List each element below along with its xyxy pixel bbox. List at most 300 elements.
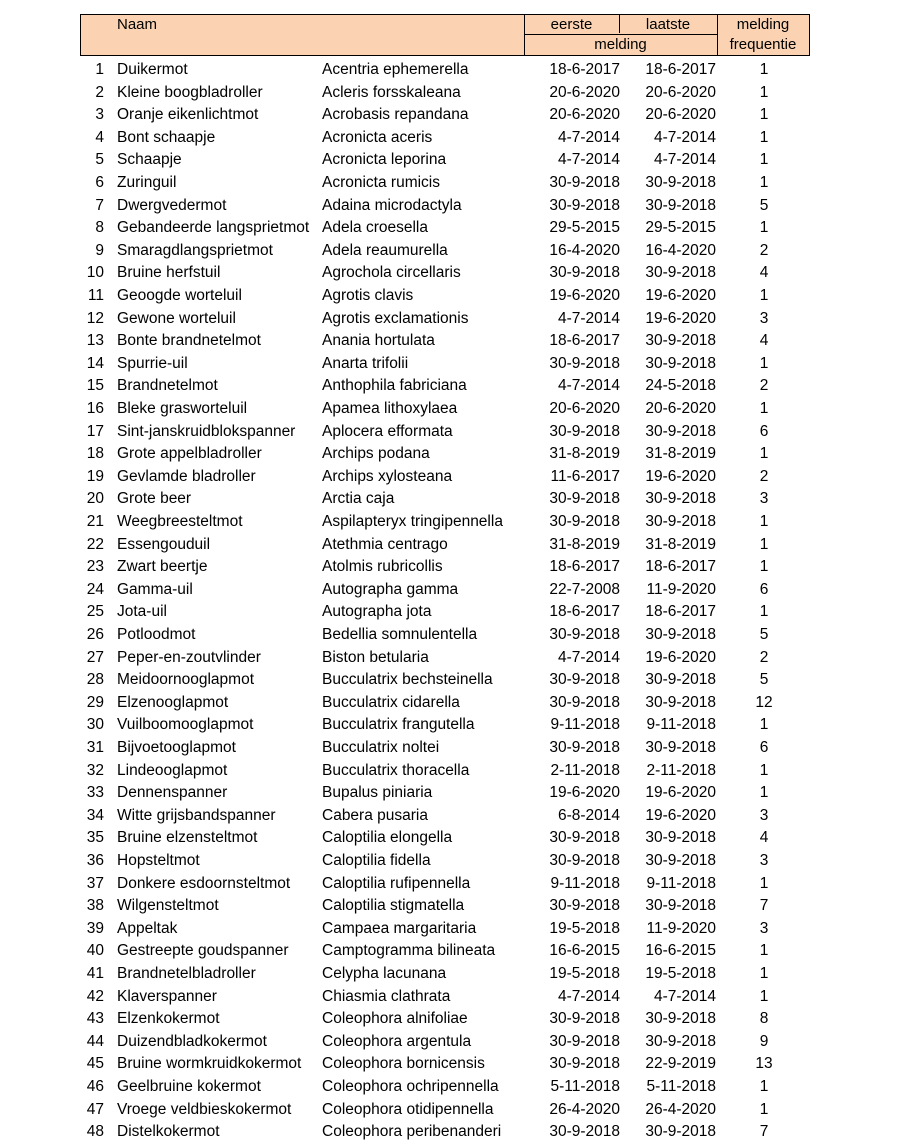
dutch-name: Bleke grasworteluil xyxy=(117,400,248,417)
last-sighting-date: 31-8-2019 xyxy=(645,445,716,463)
dutch-name: Smaragdlangsprietmot xyxy=(117,241,273,259)
row-number: 6 xyxy=(95,174,104,191)
dutch-name: Bont schaapje xyxy=(117,128,216,146)
dutch-name: Witte grijsbandspanner xyxy=(117,806,276,824)
sighting-frequency: 1 xyxy=(759,603,769,621)
last-sighting-date: 30-9-2018 xyxy=(645,422,716,440)
table-row xyxy=(0,624,910,647)
scientific-name: Chiasmia clathrata xyxy=(322,987,451,1005)
table-row xyxy=(0,375,910,398)
last-sighting-date: 30-9-2018 xyxy=(645,174,716,191)
sighting-frequency: 2 xyxy=(759,241,769,259)
dutch-name: Duikermot xyxy=(117,61,188,78)
dutch-name: Brandnetelbladroller xyxy=(117,965,256,982)
sighting-frequency: 1 xyxy=(759,400,769,417)
sighting-frequency: 1 xyxy=(759,1078,769,1095)
scientific-name: Aspilapteryx tringipennella xyxy=(322,513,503,530)
last-sighting-date: 5-11-2018 xyxy=(646,1078,716,1095)
row-number: 2 xyxy=(95,83,104,101)
sighting-frequency: 5 xyxy=(759,626,769,643)
table-row xyxy=(0,692,910,715)
dutch-name: Bruine wormkruidkokermot xyxy=(117,1055,302,1073)
first-sighting-date: 18-6-2017 xyxy=(549,332,620,350)
last-sighting-date: 31-8-2019 xyxy=(645,535,716,553)
sighting-frequency: 2 xyxy=(759,648,769,666)
dutch-name: Wilgensteltmot xyxy=(117,897,219,915)
dutch-name: Kleine boogbladroller xyxy=(117,83,263,101)
last-sighting-date: 16-4-2020 xyxy=(645,241,716,259)
row-number: 29 xyxy=(86,693,104,711)
first-sighting-date: 30-9-2018 xyxy=(549,897,620,915)
sighting-frequency: 1 xyxy=(759,151,769,169)
dutch-name: Geelbruine kokermot xyxy=(117,1078,261,1095)
first-sighting-date: 4-7-2014 xyxy=(557,648,620,666)
dutch-name: Elzenkokermot xyxy=(117,1010,220,1028)
scientific-name: Archips xylosteana xyxy=(322,467,453,485)
first-sighting-date: 30-9-2018 xyxy=(549,1123,620,1141)
dutch-name: Brandnetelmot xyxy=(117,377,218,395)
scientific-name: Aplocera efformata xyxy=(322,422,453,440)
row-number: 27 xyxy=(86,648,104,666)
sighting-frequency: 1 xyxy=(759,784,769,802)
row-number: 34 xyxy=(86,806,104,824)
first-sighting-date: 9-11-2018 xyxy=(550,874,620,892)
first-sighting-date: 30-9-2018 xyxy=(549,174,620,191)
sighting-frequency: 1 xyxy=(759,61,769,78)
dutch-name: Meidoornooglapmot xyxy=(117,671,255,689)
table-row xyxy=(0,330,910,353)
first-sighting-date: 30-9-2018 xyxy=(549,693,620,711)
dutch-name: Essengouduil xyxy=(117,535,211,553)
scientific-name: Acronicta aceris xyxy=(322,128,433,146)
last-sighting-date: 11-9-2020 xyxy=(646,919,716,937)
last-sighting-date: 2-11-2018 xyxy=(646,761,716,779)
last-sighting-date: 30-9-2018 xyxy=(645,897,716,915)
table-row xyxy=(0,850,910,873)
dutch-name: Gestreepte goudspanner xyxy=(117,942,289,960)
row-number: 39 xyxy=(86,919,104,937)
dutch-name: Vroege veldbieskokermot xyxy=(117,1100,292,1118)
row-number: 46 xyxy=(86,1078,104,1095)
row-number: 32 xyxy=(86,761,104,779)
first-sighting-date: 4-7-2014 xyxy=(557,151,620,169)
first-sighting-date: 20-6-2020 xyxy=(549,83,620,101)
last-sighting-date: 9-11-2018 xyxy=(646,716,716,734)
table-row xyxy=(0,353,910,376)
sighting-frequency: 1 xyxy=(759,445,769,463)
scientific-name: Coleophora otidipennella xyxy=(322,1100,494,1118)
first-sighting-date: 4-7-2014 xyxy=(557,377,620,395)
row-number: 23 xyxy=(86,558,104,576)
table-row xyxy=(0,421,910,444)
row-number: 22 xyxy=(86,535,104,553)
scientific-name: Bupalus piniaria xyxy=(322,784,433,802)
first-sighting-date: 18-6-2017 xyxy=(549,603,620,621)
first-sighting-date: 22-7-2008 xyxy=(549,580,620,598)
dutch-name: Jota-uil xyxy=(117,603,167,621)
scientific-name: Adela reaumurella xyxy=(322,241,448,259)
first-sighting-date: 30-9-2018 xyxy=(549,671,620,689)
last-sighting-date: 11-9-2020 xyxy=(646,580,716,598)
table-row xyxy=(0,511,910,534)
last-sighting-date: 30-9-2018 xyxy=(645,626,716,643)
sighting-frequency: 3 xyxy=(759,919,769,937)
table-row xyxy=(0,601,910,624)
scientific-name: Acronicta leporina xyxy=(322,151,447,169)
scientific-name: Acrobasis repandana xyxy=(322,106,469,124)
scientific-name: Caloptilia stigmatella xyxy=(322,897,465,915)
column-header-eerste: eerste xyxy=(550,16,593,33)
first-sighting-date: 11-6-2017 xyxy=(550,467,620,485)
first-sighting-date: 31-8-2019 xyxy=(549,445,620,463)
sighting-frequency: 1 xyxy=(759,942,769,960)
table-row xyxy=(0,466,910,489)
row-number: 12 xyxy=(86,309,104,327)
row-number: 31 xyxy=(86,739,104,756)
sighting-frequency: 2 xyxy=(759,377,769,395)
last-sighting-date: 30-9-2018 xyxy=(645,693,716,711)
table-row xyxy=(0,59,910,82)
row-number: 33 xyxy=(86,784,104,802)
dutch-name: Gevlamde bladroller xyxy=(117,467,256,485)
scientific-name: Cabera pusaria xyxy=(322,806,428,824)
row-number: 15 xyxy=(86,377,104,395)
table-row xyxy=(0,1008,910,1031)
last-sighting-date: 18-6-2017 xyxy=(645,558,716,576)
row-number: 9 xyxy=(95,241,104,259)
sighting-frequency: 4 xyxy=(759,829,769,847)
dutch-name: Klaverspanner xyxy=(117,987,217,1005)
first-sighting-date: 26-4-2020 xyxy=(549,1100,620,1118)
column-header-melding: melding xyxy=(594,36,647,53)
table-header xyxy=(80,14,810,56)
dutch-name: Bijvoetooglapmot xyxy=(117,739,236,756)
dutch-name: Grote appelbladroller xyxy=(117,445,262,463)
scientific-name: Camptogramma bilineata xyxy=(322,942,496,960)
first-sighting-date: 18-6-2017 xyxy=(549,558,620,576)
sighting-frequency: 1 xyxy=(759,354,769,372)
scientific-name: Agrotis exclamationis xyxy=(322,309,469,327)
first-sighting-date: 16-4-2020 xyxy=(549,241,620,259)
table-row xyxy=(0,308,910,331)
sighting-frequency: 1 xyxy=(759,219,769,237)
row-number: 45 xyxy=(86,1055,104,1073)
scientific-name: Atethmia centrago xyxy=(322,535,448,553)
column-header-melding-top: melding xyxy=(736,16,790,33)
scientific-name: Agrochola circellaris xyxy=(322,264,461,282)
scientific-name: Anania hortulata xyxy=(322,332,435,350)
first-sighting-date: 30-9-2018 xyxy=(549,852,620,869)
last-sighting-date: 30-9-2018 xyxy=(645,671,716,689)
last-sighting-date: 18-6-2017 xyxy=(645,603,716,621)
row-number: 13 xyxy=(86,332,104,350)
scientific-name: Autographa jota xyxy=(322,603,432,621)
last-sighting-date: 30-9-2018 xyxy=(645,1032,716,1050)
scientific-name: Caloptilia elongella xyxy=(322,829,453,847)
scientific-name: Bucculatrix bechsteinella xyxy=(322,671,493,689)
row-number: 28 xyxy=(86,671,104,689)
table-row xyxy=(0,940,910,963)
table-row xyxy=(0,1099,910,1122)
row-number: 24 xyxy=(86,580,104,598)
row-number: 26 xyxy=(86,626,104,643)
first-sighting-date: 18-6-2017 xyxy=(549,61,620,78)
sighting-frequency: 1 xyxy=(759,513,769,530)
scientific-name: Adaina microdactyla xyxy=(322,196,462,214)
last-sighting-date: 30-9-2018 xyxy=(645,490,716,508)
last-sighting-date: 19-6-2020 xyxy=(645,648,716,666)
last-sighting-date: 30-9-2018 xyxy=(645,196,716,214)
dutch-name: Peper-en-zoutvlinder xyxy=(117,648,261,666)
scientific-name: Celypha lacunana xyxy=(322,965,447,982)
sighting-frequency: 6 xyxy=(759,739,769,756)
row-number: 3 xyxy=(95,106,104,124)
row-number: 42 xyxy=(86,987,104,1005)
sighting-frequency: 1 xyxy=(759,1100,769,1118)
last-sighting-date: 20-6-2020 xyxy=(645,400,716,417)
row-number: 21 xyxy=(86,513,104,530)
scientific-name: Bucculatrix cidarella xyxy=(322,693,460,711)
sighting-frequency: 7 xyxy=(759,897,769,915)
table-row xyxy=(0,1031,910,1054)
sighting-frequency: 3 xyxy=(759,490,769,508)
first-sighting-date: 20-6-2020 xyxy=(549,400,620,417)
table-row xyxy=(0,127,910,150)
first-sighting-date: 30-9-2018 xyxy=(549,829,620,847)
dutch-name: Appeltak xyxy=(117,919,178,937)
dutch-name: Bruine elzensteltmot xyxy=(117,829,258,847)
sighting-frequency: 7 xyxy=(759,1123,769,1141)
table-row xyxy=(0,669,910,692)
scientific-name: Campaea margaritaria xyxy=(322,919,477,937)
table-row xyxy=(0,760,910,783)
row-number: 37 xyxy=(86,874,104,892)
row-number: 38 xyxy=(86,897,104,915)
first-sighting-date: 4-7-2014 xyxy=(557,309,620,327)
dutch-name: Spurrie-uil xyxy=(117,354,188,372)
dutch-name: Elzenooglapmot xyxy=(117,693,229,711)
last-sighting-date: 19-6-2020 xyxy=(645,287,716,304)
column-header-naam: Naam xyxy=(117,16,158,33)
last-sighting-date: 30-9-2018 xyxy=(645,264,716,282)
first-sighting-date: 6-8-2014 xyxy=(557,806,620,824)
table-row xyxy=(0,873,910,896)
table-row xyxy=(0,149,910,172)
sighting-frequency: 1 xyxy=(759,287,769,304)
scientific-name: Coleophora argentula xyxy=(322,1032,472,1050)
row-number: 14 xyxy=(86,354,104,372)
first-sighting-date: 30-9-2018 xyxy=(549,354,620,372)
dutch-name: Grote beer xyxy=(117,490,192,508)
table-row xyxy=(0,285,910,308)
sighting-frequency: 8 xyxy=(759,1010,769,1028)
last-sighting-date: 30-9-2018 xyxy=(645,852,716,869)
first-sighting-date: 9-11-2018 xyxy=(550,716,620,734)
first-sighting-date: 30-9-2018 xyxy=(549,739,620,756)
first-sighting-date: 20-6-2020 xyxy=(549,106,620,124)
table-row xyxy=(0,737,910,760)
last-sighting-date: 30-9-2018 xyxy=(645,739,716,756)
first-sighting-date: 2-11-2018 xyxy=(550,761,620,779)
sighting-frequency: 1 xyxy=(759,174,769,191)
last-sighting-date: 30-9-2018 xyxy=(645,354,716,372)
last-sighting-date: 19-6-2020 xyxy=(645,784,716,802)
row-number: 7 xyxy=(95,196,104,214)
first-sighting-date: 19-5-2018 xyxy=(549,965,620,982)
sighting-frequency: 1 xyxy=(759,128,769,146)
table-row xyxy=(0,240,910,263)
dutch-name: Weegbreesteltmot xyxy=(117,513,243,530)
sighting-frequency: 9 xyxy=(759,1032,769,1050)
first-sighting-date: 19-6-2020 xyxy=(549,287,620,304)
sighting-frequency: 1 xyxy=(759,987,769,1005)
last-sighting-date: 9-11-2018 xyxy=(646,874,716,892)
last-sighting-date: 30-9-2018 xyxy=(645,332,716,350)
sighting-frequency: 13 xyxy=(755,1055,773,1073)
row-number: 18 xyxy=(86,445,104,463)
scientific-name: Bucculatrix thoracella xyxy=(322,761,470,779)
sighting-frequency: 1 xyxy=(759,83,769,101)
row-number: 47 xyxy=(86,1100,104,1118)
last-sighting-date: 22-9-2019 xyxy=(645,1055,716,1073)
sighting-frequency: 4 xyxy=(759,264,769,282)
table-row xyxy=(0,172,910,195)
table-row xyxy=(0,918,910,941)
sighting-frequency: 12 xyxy=(755,693,773,711)
sighting-frequency: 3 xyxy=(759,852,769,869)
scientific-name: Anthophila fabriciana xyxy=(322,377,467,395)
table-row xyxy=(0,827,910,850)
row-number: 48 xyxy=(86,1123,104,1141)
sighting-frequency: 2 xyxy=(759,467,769,485)
first-sighting-date: 4-7-2014 xyxy=(557,987,620,1005)
last-sighting-date: 18-6-2017 xyxy=(645,61,716,78)
last-sighting-date: 30-9-2018 xyxy=(645,1010,716,1028)
table-row xyxy=(0,986,910,1009)
row-number: 10 xyxy=(86,264,104,282)
row-number: 4 xyxy=(95,128,104,146)
row-number: 25 xyxy=(86,603,104,621)
row-number: 30 xyxy=(86,716,104,734)
sighting-frequency: 6 xyxy=(759,580,769,598)
sighting-frequency: 1 xyxy=(759,106,769,124)
row-number: 11 xyxy=(87,287,104,304)
scientific-name: Archips podana xyxy=(322,445,430,463)
dutch-name: Potloodmot xyxy=(117,626,196,643)
table-row xyxy=(0,895,910,918)
table-row xyxy=(0,647,910,670)
table-row xyxy=(0,443,910,466)
row-number: 5 xyxy=(95,151,104,169)
first-sighting-date: 16-6-2015 xyxy=(549,942,620,960)
first-sighting-date: 5-11-2018 xyxy=(550,1078,620,1095)
last-sighting-date: 19-5-2018 xyxy=(645,965,716,982)
table-row xyxy=(0,1053,910,1076)
last-sighting-date: 20-6-2020 xyxy=(645,83,716,101)
first-sighting-date: 30-9-2018 xyxy=(549,264,620,282)
first-sighting-date: 30-9-2018 xyxy=(549,513,620,530)
sighting-frequency: 3 xyxy=(759,309,769,327)
first-sighting-date: 4-7-2014 xyxy=(557,128,620,146)
first-sighting-date: 30-9-2018 xyxy=(549,626,620,643)
table-row xyxy=(0,1076,910,1099)
last-sighting-date: 26-4-2020 xyxy=(645,1100,716,1118)
last-sighting-date: 19-6-2020 xyxy=(645,467,716,485)
row-number: 8 xyxy=(95,219,104,237)
dutch-name: Dwergvedermot xyxy=(117,196,227,214)
table-row xyxy=(0,104,910,127)
scientific-name: Caloptilia fidella xyxy=(322,852,431,869)
dutch-name: Gamma-uil xyxy=(117,580,193,598)
scientific-name: Caloptilia rufipennella xyxy=(322,874,471,892)
scientific-name: Arctia caja xyxy=(322,490,395,508)
row-number: 43 xyxy=(86,1010,104,1028)
last-sighting-date: 24-5-2018 xyxy=(645,377,716,395)
dutch-name: Bruine herfstuil xyxy=(117,264,221,282)
table-row xyxy=(0,782,910,805)
dutch-name: Oranje eikenlichtmot xyxy=(117,106,259,124)
sighting-frequency: 4 xyxy=(759,332,769,350)
row-number: 35 xyxy=(86,829,104,847)
first-sighting-date: 19-6-2020 xyxy=(549,784,620,802)
last-sighting-date: 29-5-2015 xyxy=(645,219,716,237)
sighting-frequency: 1 xyxy=(759,874,769,892)
dutch-name: Dennenspanner xyxy=(117,784,228,802)
dutch-name: Gebandeerde langsprietmot xyxy=(117,219,310,237)
sighting-frequency: 3 xyxy=(759,806,769,824)
first-sighting-date: 30-9-2018 xyxy=(549,490,620,508)
table-row xyxy=(0,217,910,240)
first-sighting-date: 30-9-2018 xyxy=(549,1055,620,1073)
table-row xyxy=(0,488,910,511)
dutch-name: Hopsteltmot xyxy=(117,852,200,869)
first-sighting-date: 19-5-2018 xyxy=(549,919,620,937)
last-sighting-date: 30-9-2018 xyxy=(645,829,716,847)
dutch-name: Geoogde worteluil xyxy=(117,287,242,304)
scientific-name: Adela croesella xyxy=(322,219,428,237)
row-number: 41 xyxy=(86,965,104,982)
dutch-name: Distelkokermot xyxy=(117,1123,220,1141)
last-sighting-date: 30-9-2018 xyxy=(645,513,716,530)
sighting-frequency: 5 xyxy=(759,671,769,689)
scientific-name: Bucculatrix noltei xyxy=(322,739,440,756)
dutch-name: Schaapje xyxy=(117,151,182,169)
scientific-name: Acleris forsskaleana xyxy=(322,83,461,101)
table-row xyxy=(0,714,910,737)
row-number: 19 xyxy=(86,467,104,485)
sighting-frequency: 1 xyxy=(759,535,769,553)
table-row xyxy=(0,805,910,828)
row-number: 16 xyxy=(86,400,104,417)
last-sighting-date: 4-7-2014 xyxy=(653,151,716,169)
scientific-name: Agrotis clavis xyxy=(322,287,414,304)
last-sighting-date: 16-6-2015 xyxy=(645,942,716,960)
sighting-frequency: 1 xyxy=(759,761,769,779)
table-row xyxy=(0,579,910,602)
last-sighting-date: 4-7-2014 xyxy=(653,987,716,1005)
scientific-name: Apamea lithoxylaea xyxy=(322,400,458,417)
last-sighting-date: 19-6-2020 xyxy=(645,309,716,327)
scientific-name: Coleophora bornicensis xyxy=(322,1055,485,1073)
first-sighting-date: 30-9-2018 xyxy=(549,196,620,214)
column-header-frequentie: frequentie xyxy=(729,36,797,53)
scientific-name: Coleophora peribenanderi xyxy=(322,1123,502,1141)
scientific-name: Biston betularia xyxy=(322,648,429,666)
table-row xyxy=(0,195,910,218)
dutch-name: Donkere esdoornsteltmot xyxy=(117,874,291,892)
scientific-name: Acentria ephemerella xyxy=(322,61,469,78)
dutch-name: Zuringuil xyxy=(117,174,177,191)
